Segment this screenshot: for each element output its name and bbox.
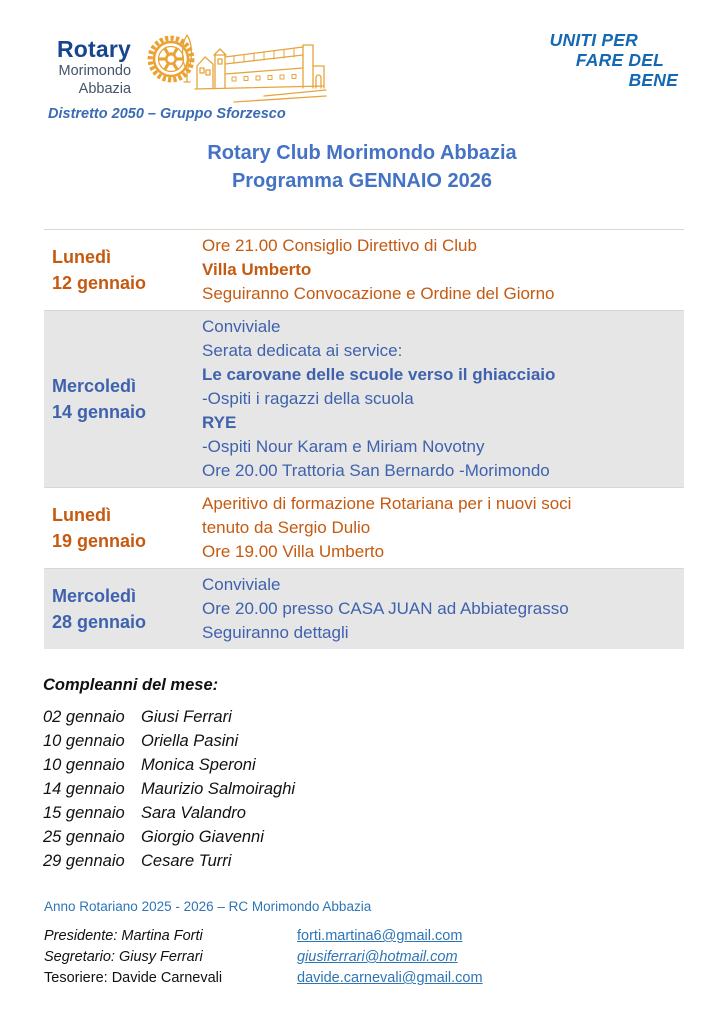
officer-email-link[interactable]: forti.martina6@gmail.com	[297, 928, 463, 944]
birthdays-title: Compleanni del mese:	[43, 676, 219, 694]
schedule-row	[44, 569, 684, 649]
schedule-day-cell	[44, 311, 202, 487]
schedule-day: Lunedì	[52, 247, 111, 267]
page-title-line-2: Programma GENNAIO 2026	[231, 170, 493, 192]
logo-subline-1: Morimondo	[58, 63, 132, 79]
birthday-date: 29 gennaio	[43, 852, 125, 870]
birthday-date: 10 gennaio	[43, 732, 125, 750]
schedule-day-cell	[44, 488, 202, 568]
schedule-detail-line: Serata dedicata ai service:	[202, 341, 403, 360]
schedule-detail-cell	[202, 230, 684, 310]
schedule-detail-line: tenuto da Sergio Dulio	[202, 518, 371, 537]
abbey-illustration	[176, 26, 328, 115]
birthday-date: 14 gennaio	[43, 780, 125, 798]
birthday-row	[43, 777, 295, 801]
birthday-row	[43, 849, 295, 873]
schedule-date: 19 gennaio	[52, 531, 147, 551]
motto-line-1: UNITI PER	[549, 30, 638, 50]
birthday-name: Giusi Ferrari	[141, 708, 232, 726]
schedule-table	[44, 229, 684, 649]
schedule-row	[44, 311, 684, 487]
birthday-row	[43, 729, 295, 753]
birthday-row	[43, 753, 295, 777]
officer-role: Segretario: Giusy Ferrari	[44, 949, 203, 965]
schedule-date: 12 gennaio	[52, 273, 147, 293]
officer-row	[44, 926, 654, 947]
officer-row	[44, 947, 654, 968]
schedule-detail-line: Ore 20.00 presso CASA JUAN ad Abbiategrasso	[202, 599, 569, 618]
schedule-day: Mercoledì	[52, 586, 137, 606]
page-title-line-1: Rotary Club Morimondo Abbazia	[207, 142, 517, 164]
birthday-name: Oriella Pasini	[141, 732, 239, 750]
schedule-detail-line: Aperitivo di formazione Rotariana per i nuovi soci	[202, 494, 572, 513]
officer-email-link[interactable]: davide.carnevali@gmail.com	[297, 970, 483, 986]
birthday-date: 10 gennaio	[43, 756, 125, 774]
birthday-name: Monica Speroni	[141, 756, 256, 774]
schedule-day-cell	[44, 569, 202, 649]
birthday-row	[43, 825, 295, 849]
schedule-detail-line: Ore 21.00 Consiglio Direttivo di Club	[202, 236, 477, 255]
motto-line-3: BENE	[628, 70, 678, 90]
schedule-detail-line: -Ospiti Nour Karam e Miriam Novotny	[202, 437, 485, 456]
schedule-day-cell	[44, 230, 202, 310]
birthday-date: 02 gennaio	[43, 708, 125, 726]
birthdays-list	[43, 705, 295, 873]
birthday-date: 25 gennaio	[43, 828, 125, 846]
schedule-detail-line: Seguiranno Convocazione e Ordine del Giorno	[202, 284, 555, 303]
schedule-row	[44, 487, 684, 569]
birthday-row	[43, 705, 295, 729]
motto	[550, 30, 700, 90]
schedule-day: Mercoledì	[52, 376, 137, 396]
footer-year-line: Anno Rotariano 2025 - 2026 – RC Morimondo Abbazia	[44, 899, 372, 914]
officer-role: Presidente: Martina Forti	[44, 928, 203, 944]
birthday-row	[43, 801, 295, 825]
schedule-detail-line: Ore 19.00 Villa Umberto	[202, 542, 385, 561]
birthday-name: Sara Valandro	[141, 804, 246, 822]
schedule-detail-line: Villa Umberto	[202, 260, 312, 279]
schedule-detail-line: -Ospiti i ragazzi della scuola	[202, 389, 414, 408]
schedule-detail-cell	[202, 488, 684, 568]
page-title	[0, 139, 724, 195]
district-label: Distretto 2050 – Gruppo Sforzesco	[48, 106, 286, 122]
schedule-detail-cell	[202, 311, 684, 487]
birthday-name: Giorgio Giavenni	[141, 828, 264, 846]
schedule-detail-line: RYE	[202, 413, 237, 432]
birthdays-section	[43, 676, 295, 873]
schedule-date: 28 gennaio	[52, 612, 147, 632]
schedule-detail-line: Seguiranno dettagli	[202, 623, 349, 642]
rotary-logo	[57, 36, 131, 98]
officer-role: Tesoriere: Davide Carnevali	[44, 970, 223, 986]
schedule-day: Lunedì	[52, 505, 111, 525]
officer-email-link[interactable]: giusiferrari@hotmail.com	[297, 949, 458, 965]
schedule-detail-line: Le carovane delle scuole verso il ghiacciaio	[202, 365, 556, 384]
rotary-wordmark: Rotary	[57, 36, 132, 62]
schedule-detail-line: Conviviale	[202, 575, 281, 594]
logo-subline-2: Abbazia	[78, 81, 132, 97]
birthday-date: 15 gennaio	[43, 804, 125, 822]
officers-list	[44, 926, 654, 989]
officer-row	[44, 968, 654, 989]
schedule-detail-cell	[202, 569, 684, 649]
schedule-row	[44, 229, 684, 311]
motto-line-2: FARE DEL	[575, 50, 664, 70]
birthday-name: Cesare Turri	[141, 852, 232, 870]
schedule-date: 14 gennaio	[52, 402, 147, 422]
birthday-name: Maurizio Salmoiraghi	[141, 780, 296, 798]
schedule-detail-line: Conviviale	[202, 317, 281, 336]
schedule-detail-line: Ore 20.00 Trattoria San Bernardo -Morimondo	[202, 461, 550, 480]
